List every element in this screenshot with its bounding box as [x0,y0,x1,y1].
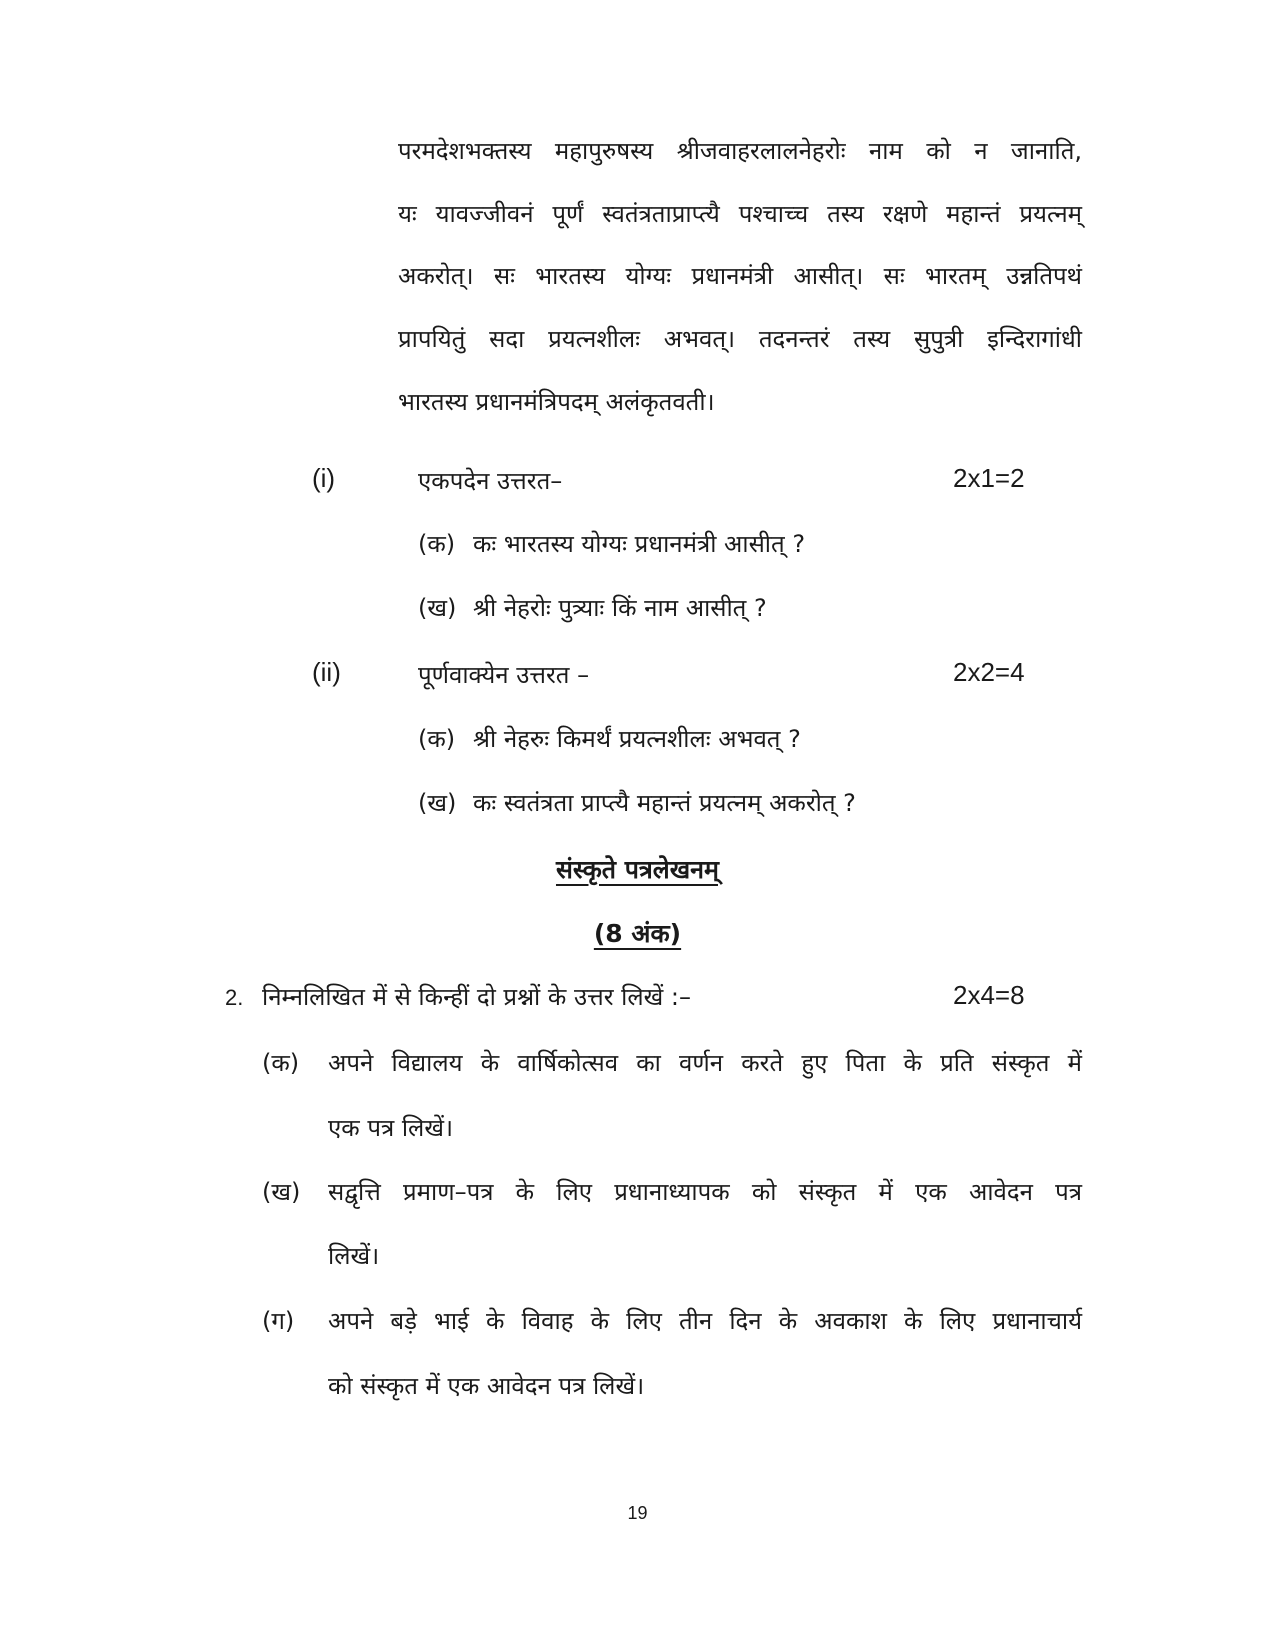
option-text-line: सद्वृत्ति प्रमाण–पत्र के लिए प्रधानाध्यापक को संस्कृत में एक आवेदन पत्र [328,1178,1082,1206]
option-label: (क) [262,1049,300,1077]
passage-line: भारतस्य प्रधानमंत्रिपदम् अलंकृतवती। [398,388,715,416]
marks-label: 2x4=8 [953,980,1025,1010]
section-marks [0,916,1275,950]
option-text-line: एक पत्र लिखें। [328,1114,454,1142]
option-text-line: लिखें। [328,1242,380,1270]
sub-question-label: (क) [418,725,456,753]
option-label: (ख) [262,1178,301,1206]
part-instruction: पूर्णवाक्येन उत्तरत – [418,661,590,689]
passage-line: यः यावज्जीवनं पूर्णं स्वतंत्रताप्राप्त्यै पश्चाच्च तस्य रक्षणे महान्तं प्रयत्नम् [398,200,1082,228]
passage-line: अकरोत्। सः भारतस्य योग्यः प्रधानमंत्री आसीत्। सः भारतम् उन्नतिपथं [398,262,1082,290]
option-text-line: अपने बड़े भाई के विवाह के लिए तीन दिन के अवकाश के लिए प्रधानाचार्य [328,1307,1082,1335]
sub-question-text: कः स्वतंत्रता प्राप्त्यै महान्तं प्रयत्नम् अकरोत् ? [473,789,856,817]
part-instruction: एकपदेन उत्तरत– [418,467,563,495]
question-instruction: निम्नलिखित में से किन्हीं दो प्रश्नों के उत्तर लिखें :– [262,983,691,1011]
sub-question-label: (ख) [418,789,457,817]
passage-line: प्रापयितुं सदा प्रयत्नशीलः अभवत्। तदनन्तरं तस्य सुपुत्री इन्दिरागांधी [398,325,1082,353]
section-title [0,852,1275,886]
marks-label: 2x1=2 [953,463,1025,493]
question-number: 2. [225,985,244,1010]
option-text-line: को संस्कृत में एक आवेदन पत्र लिखें। [328,1372,645,1400]
section-marks-text: (8 अंक) [593,919,682,948]
section-title-text: संस्कृते पत्रलेखनम् [555,855,719,884]
sub-question-text: कः भारतस्य योग्यः प्रधानमंत्री आसीत् ? [473,530,806,558]
part-label: (i) [312,463,336,493]
sub-question-text: श्री नेहरुः किमर्थं प्रयत्नशीलः अभवत् ? [473,725,801,753]
sub-question-text: श्री नेहरोः पुत्र्याः किं नाम आसीत् ? [473,594,767,622]
marks-label: 2x2=4 [953,657,1025,687]
sub-question-label: (क) [418,530,456,558]
page-number: 19 [627,1503,648,1523]
part-label: (ii) [312,657,341,687]
passage-line: परमदेशभक्तस्य महापुरुषस्य श्रीजवाहरलालनेहरोः नाम को न जानाति, [398,137,1082,165]
option-text-line: अपने विद्यालय के वार्षिकोत्सव का वर्णन करते हुए पिता के प्रति संस्कृत में [328,1049,1082,1077]
sub-question-label: (ख) [418,594,457,622]
option-label: (ग) [262,1307,295,1335]
